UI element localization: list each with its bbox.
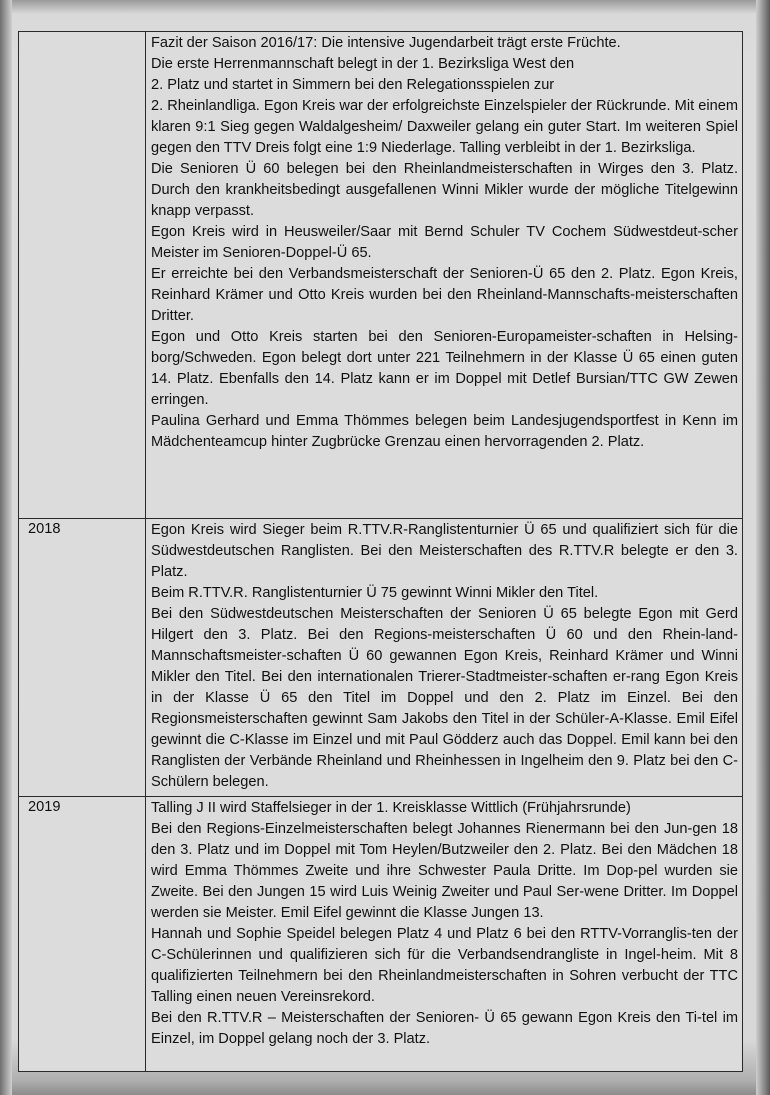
paragraph: Talling J II wird Staffelsieger in der 1. Kreisklasse Wittlich (Frühjahrsrunde) — [151, 800, 631, 816]
table-row — [19, 797, 743, 1072]
year-cell: 2018 — [19, 519, 146, 797]
paragraph: Fazit der Saison 2016/17: Die intensive Jugendarbeit trägt erste Früchte. — [151, 35, 621, 51]
paragraph: Egon Kreis wird in Heusweiler/Saar mit Bernd Schuler TV Cochem Südwestdeut-scher Meister im Senioren-Doppel-Ü 65. — [151, 224, 738, 261]
paragraph: Paulina Gerhard und Emma Thömmes belegen beim Landesjugendsportfest in Kenn im Mädchenteamcup hinter Zugbrücke Grenzau einen hervorragenden 2. Platz. — [151, 413, 738, 450]
paragraph: Beim R.TTV.R. Ranglistenturnier Ü 75 gewinnt Winni Mikler den Titel. — [151, 585, 599, 601]
paragraph: Bei den R.TTV.R – Meisterschaften der Senioren- Ü 65 gewann Egon Kreis den Ti-tel im Einzel, im Doppel gelang noch der 3. Platz. — [151, 1010, 738, 1047]
table-row — [19, 32, 743, 519]
year-cell: 2019 — [19, 797, 146, 1072]
paragraph: Bei den Südwestdeutschen Meisterschaften der Senioren Ü 65 belegte Egon mit Gerd Hilgert den 3. Platz. Bei den Regions-meisterschaften Ü 60 und den Rhein-land-Mannschaftsmeister-schaften Ü 60 gewannen Egon Kreis, Reinhard Krämer und Winni Mikler den Titel. Bei den internationalen Trierer-Stadtmeister-schaften er-rang Egon Kreis in der Klasse Ü 65 den Titel im Doppel und den 2. Platz im Einzel. Bei den Regionsmeisterschaften gewinnt Sam Jakobs den Titel in der Schüler-A-Klasse. Emil Eifel gewinnt die C-Klasse im Einzel und mit Paul Gödderz auch das Doppel. Emil kann bei den Ranglisten der Verbände Rheinland und Rheinhessen in Ingelheim den 9. Platz bei den C-Schülern belegen. — [151, 606, 738, 790]
table-row — [19, 519, 743, 797]
year-cell — [19, 32, 146, 519]
chronicle-table — [18, 31, 743, 1072]
text-cell — [146, 32, 743, 519]
text-cell — [146, 797, 743, 1072]
text-cell — [146, 519, 743, 797]
scan-edge-left — [0, 0, 12, 1095]
paragraph: Bei den Regions-Einzelmeisterschaften belegt Johannes Rienermann bei den Jun-gen 18 den 3. Platz und im Doppel mit Tom Heylen/Butzweiler den 2. Platz. Bei den Mädchen 18 wird Emma Thömmes Zweite und ihre Schwester Paula Dritte. Im Dop-pel wurden sie Zweite. Bei den Jungen 15 wird Luis Weinig Zweiter und Paul Ser-wene Dritter. Im Doppel werden sie Meister. Emil Eifel gewinnt die Klasse Jungen 13. — [151, 821, 738, 921]
paragraph: Die Senioren Ü 60 belegen bei den Rheinlandmeisterschaften in Wirges den 3. Platz. Durch den krankheitsbedingt ausgefallenen Winni Mikler wurde der mögliche Titelgewinn knapp verpasst. — [151, 161, 738, 219]
paragraph: 2. Rheinlandliga. Egon Kreis war der erfolgreichste Einzelspieler der Rückrunde. Mit einem klaren 9:1 Sieg gegen Waldalgesheim/ Daxweiler gelang ein guter Start. Im weiteren Spiel gegen den TTV Dreis folgt eine 1:9 Niederlage. Talling verbleibt in der 1. Bezirksliga. — [151, 98, 738, 156]
paragraph: Egon Kreis wird Sieger beim R.TTV.R-Ranglistenturnier Ü 65 und qualifiziert sich für die Südwestdeutschen Ranglisten. Bei den Meisterschaften des R.TTV.R belegte er den 3. Platz. — [151, 522, 738, 580]
paragraph: Hannah und Sophie Speidel belegen Platz 4 und Platz 6 bei den RTTV-Vorranglis-ten der C-Schülerinnen und qualifizieren sich für die Verbandsendrangliste in Ingel-heim. Mit 8 qualifizierten Teilnehmern bei den Rheinlandmeisterschaften in Sohren verbucht der TTC Talling einen neuen Vereinsrekord. — [151, 926, 738, 1005]
paragraph: Er erreichte bei den Verbandsmeisterschaft der Senioren-Ü 65 den 2. Platz. Egon Kreis, Reinhard Krämer und Otto Kreis wurden bei den Rheinland-Mannschafts-meisterschaften Dritter. — [151, 266, 738, 324]
paragraph: 2. Platz und startet in Simmern bei den Relegationsspielen zur — [151, 77, 555, 93]
scan-edge-right — [756, 0, 770, 1095]
paragraph: Die erste Herrenmannschaft belegt in der 1. Bezirksliga West den — [151, 56, 575, 72]
paragraph: Egon und Otto Kreis starten bei den Senioren-Europameister-schaften in Helsing-borg/Schweden. Egon belegt dort unter 221 Teilnehmern in der Klasse Ü 65 einen guten 14. Platz. Ebenfalls den 14. Platz kann er im Doppel mit Detlef Bursian/TTC GW Zewen erringen. — [151, 329, 738, 408]
